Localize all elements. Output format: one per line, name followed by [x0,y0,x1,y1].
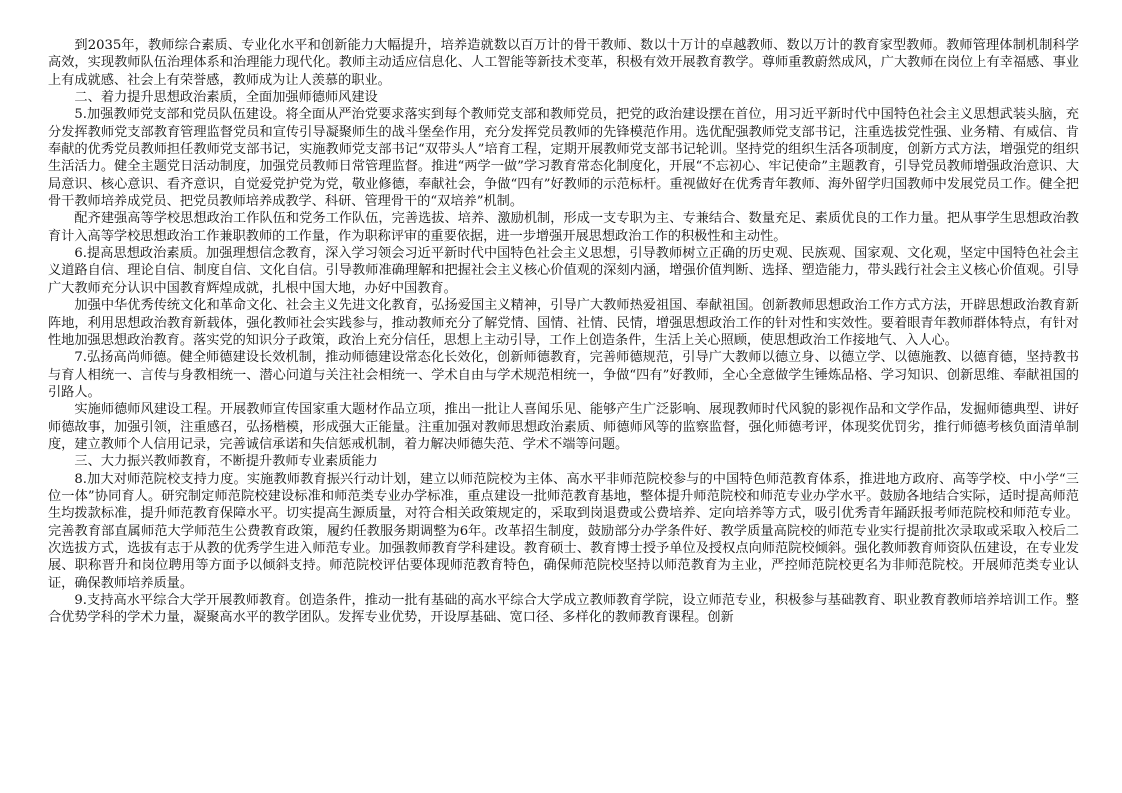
section-heading-2: 二、着力提升思想政治素质，全面加强师德师风建设 [74,90,378,106]
paragraph-item-7: 7.弘扬高尚师德。健全师德建设长效机制，推动师德建设常态化长效化，创新师德教育，完善师德规范，引导广大教师以德立身、以德立学、以德施教、以德育德，坚持教书与育人相统一、言传与身教相统一、潜心问道与关注社会相统一、学术自由与学术规范相统一，争做“四有”好教师，全心全意做学生锤炼品格、学习知识、创新思维、奉献祖国的引路人。 [48,350,1079,400]
paragraph-item-6-cont: 加强中华优秀传统文化和革命文化、社会主义先进文化教育，弘扬爱国主义精神，引导广大教师热爱祖国、奉献祖国。创新教师思想政治工作方式方法，开辟思想政治教育新阵地，利用思想政治教育新载体，强化教师社会实践参与，推动教师充分了解党情、国情、社情、民情，增强思想政治工作的针对性和实效性。要着眼青年教师群体特点，有针对性地加强思想政治教育。落实党的知识分子政策，政治上充分信任，思想上主动引导，工作上创造条件，生活上关心照顾，使思想政治工作接地气、入人心。 [48,298,1079,348]
paragraph-item-6: 6.提高思想政治素质。加强理想信念教育，深入学习领会习近平新时代中国特色社会主义思想，引导教师树立正确的历史观、民族观、国家观、文化观，坚定中国特色社会主义道路自信、理论自信、制度自信、文化自信。引导教师准确理解和把握社会主义核心价值观的深刻内涵，增强价值判断、选择、塑造能力，带头践行社会主义核心价值观。引导广大教师充分认识中国教育辉煌成就，扎根中国大地，办好中国教育。 [48,246,1079,296]
paragraph-item-9: 9.支持高水平综合大学开展教师教育。创造条件，推动一批有基础的高水平综合大学成立教师教育学院，设立师范专业，积极参与基础教育、职业教育教师培养培训工作。整合优势学科的学术力量，凝聚高水平的教学团队。发挥专业优势，开设厚基础、宽口径、多样化的教师教育课程。创新 [48,593,1079,626]
document-page [48,37,1079,627]
paragraph-goals-2035: 到2035年，教师综合素质、专业化水平和创新能力大幅提升，培养造就数以百万计的骨干教师、数以十万计的卓越教师、数以万计的教育家型教师。教师管理体制机制科学高效，实现教师队伍治理体系和治理能力现代化。教师主动适应信息化、人工智能等新技术变革，积极有效开展教育教学。尊师重教蔚然成风，广大教师在岗位上有幸福感、事业上有成就感、社会上有荣誉感，教师成为让人羡慕的职业。 [48,38,1079,88]
paragraph-item-5: 5.加强教师党支部和党员队伍建设。将全面从严治党要求落实到每个教师党支部和教师党员，把党的政治建设摆在首位，用习近平新时代中国特色社会主义思想武装头脑，充分发挥教师党支部教育管理监督党员和宣传引导凝聚师生的战斗堡垒作用，充分发挥党员教师的先锋模范作用。选优配强教师党支部书记，注重选拔党性强、业务精、有威信、肯奉献的优秀党员教师担任教师党支部书记，实施教师党支部书记“双带头人”培育工程，定期开展教师党支部书记轮训。坚持党的组织生活各项制度，创新方式方法，增强党的组织生活活力。健全主题党日活动制度，加强党员教师日常管理监督。推进“两学一做”学习教育常态化制度化，开展“不忘初心、牢记使命”主题教育，引导党员教师增强政治意识、大局意识、核心意识、看齐意识，自觉爱党护党为党，敬业修德，奉献社会，争做“四有”好教师的示范标杆。重视做好在优秀青年教师、海外留学归国教师中发展党员工作。健全把骨干教师培养成党员、把党员教师培养成教学、科研、管理骨干的“双培养”机制。 [48,107,1079,210]
paragraph-item-8: 8.加大对师范院校支持力度。实施教师教育振兴行动计划，建立以师范院校为主体、高水平非师范院校参与的中国特色师范教育体系，推进地方政府、高等学校、中小学“三位一体”协同育人。研究制定师范院校建设标准和师范类专业办学标准，重点建设一批师范教育基地，整体提升师范院校和师范专业办学水平。鼓励各地结合实际，适时提高师范生均拨款标准，提升师范教育保障水平。切实提高生源质量，对符合相关政策规定的，采取到岗退费或公费培养、定向培养等方式，吸引优秀青年踊跃报考师范院校和师范专业。完善教育部直属师范大学师范生公费教育政策，履约任教服务期调整为6年。改革招生制度，鼓励部分办学条件好、教学质量高院校的师范专业实行提前批次录取或采取入校后二次选拔方式，选拔有志于从教的优秀学生进入师范专业。加强教师教育学科建设。教育硕士、教育博士授予单位及授权点向师范院校倾斜。强化教师教育师资队伍建设，在专业发展、职称晋升和岗位聘用等方面予以倾斜支持。师范院校评估要体现师范教育特色，确保师范院校坚持以师范教育为主业，严控师范院校更名为非师范院校。开展师范类专业认证，确保教师培养质量。 [48,471,1079,591]
paragraph-item-5-cont: 配齐建强高等学校思想政治工作队伍和党务工作队伍，完善选拔、培养、激励机制，形成一支专职为主、专兼结合、数量充足、素质优良的工作力量。把从事学生思想政治教育计入高等学校思想政治工作兼职教师的工作量，作为职称评审的重要依据，进一步增强开展思想政治工作的积极性和主动性。 [48,211,1079,244]
section-heading-3: 三、大力振兴教师教育，不断提升教师专业素质能力 [74,454,378,470]
paragraph-item-7-cont: 实施师德师风建设工程。开展教师宣传国家重大题材作品立项，推出一批让人喜闻乐见、能够产生广泛影响、展现教师时代风貌的影视作品和文学作品，发掘师德典型、讲好师德故事，加强引领，注重感召，弘扬楷模，形成强大正能量。注重加强对教师思想政治素质、师德师风等的监察监督，强化师德考评，体现奖优罚劣，推行师德考核负面清单制度，建立教师个人信用记录，完善诚信承诺和失信惩戒机制，着力解决师德失范、学术不端等问题。 [48,402,1079,452]
